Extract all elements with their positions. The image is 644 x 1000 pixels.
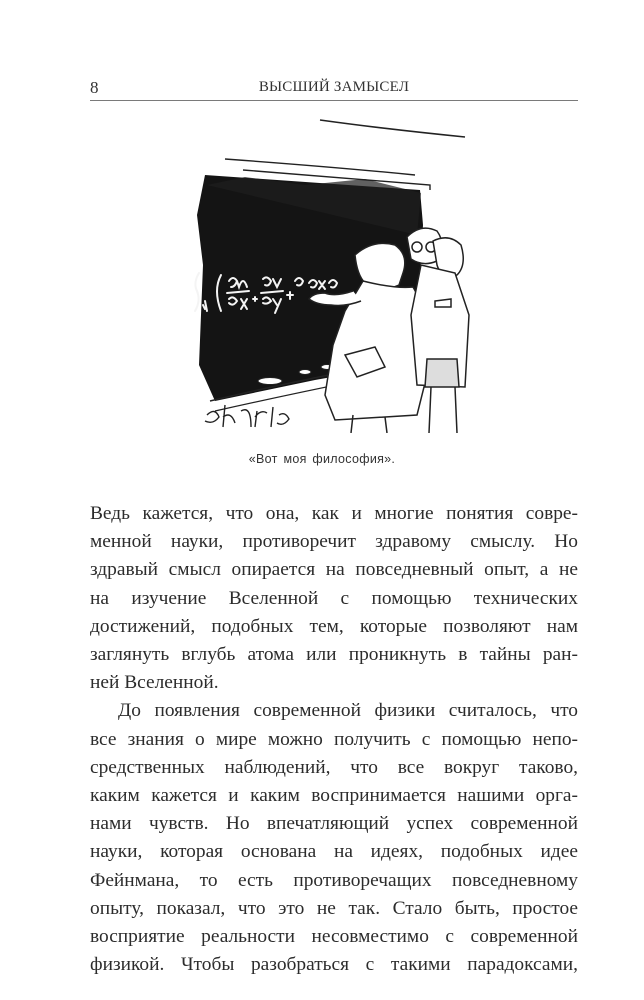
cartoon-illustration (185, 115, 475, 433)
text-line: здравый смысл опирается на повседневный опыт, а не (90, 559, 578, 581)
running-header (90, 78, 578, 101)
paragraph-2 (90, 697, 578, 979)
text-line: нами чувств. Но впечатляющий успех современной (90, 813, 578, 835)
signature-icon (205, 405, 289, 427)
text-line: достижений, подобных тем, которые позволяют нам (90, 615, 578, 637)
paragraph-1 (90, 500, 578, 697)
text-line: менной науки, противоречит здравому смыслу. Но (90, 531, 578, 553)
text-line: До появления современной физики считалось, что (118, 700, 578, 722)
text-line: опыту, показал, что это не так. Стало быть, простое (90, 897, 578, 919)
text-line: восприятие реальности несовместимо с современной (90, 926, 578, 948)
text-line: физикой. Чтобы разобраться с такими парадоксами, (90, 954, 578, 976)
text-line: каким кажется и каким воспринимается нашими орга- (90, 785, 578, 807)
page-number: 8 (90, 78, 99, 97)
figure-caption: «Вот моя философия». (248, 452, 396, 466)
text-line: Фейнмана, то есть противоречащих повседневному (90, 869, 578, 891)
blackboard-cartoon-icon (185, 115, 475, 433)
text-line: средственных наблюдений, что все вокруг таково, (90, 756, 578, 778)
text-line: ней Вселенной. (90, 672, 219, 694)
text-line: все знания о мире можно получить с помощью непо- (90, 728, 578, 750)
text-line: Ведь кажется, что она, как и многие понятия совре- (90, 503, 578, 524)
text-line: науки, которая основана на идеях, подобных идее (90, 841, 578, 863)
running-title: ВЫСШИЙ ЗАМЫСЕЛ (258, 79, 410, 95)
text-line: заглянуть вглубь атома или проникнуть в тайны ран- (90, 644, 578, 666)
text-line: на изучение Вселенной с помощью технических (90, 587, 578, 609)
body-text (90, 500, 578, 979)
